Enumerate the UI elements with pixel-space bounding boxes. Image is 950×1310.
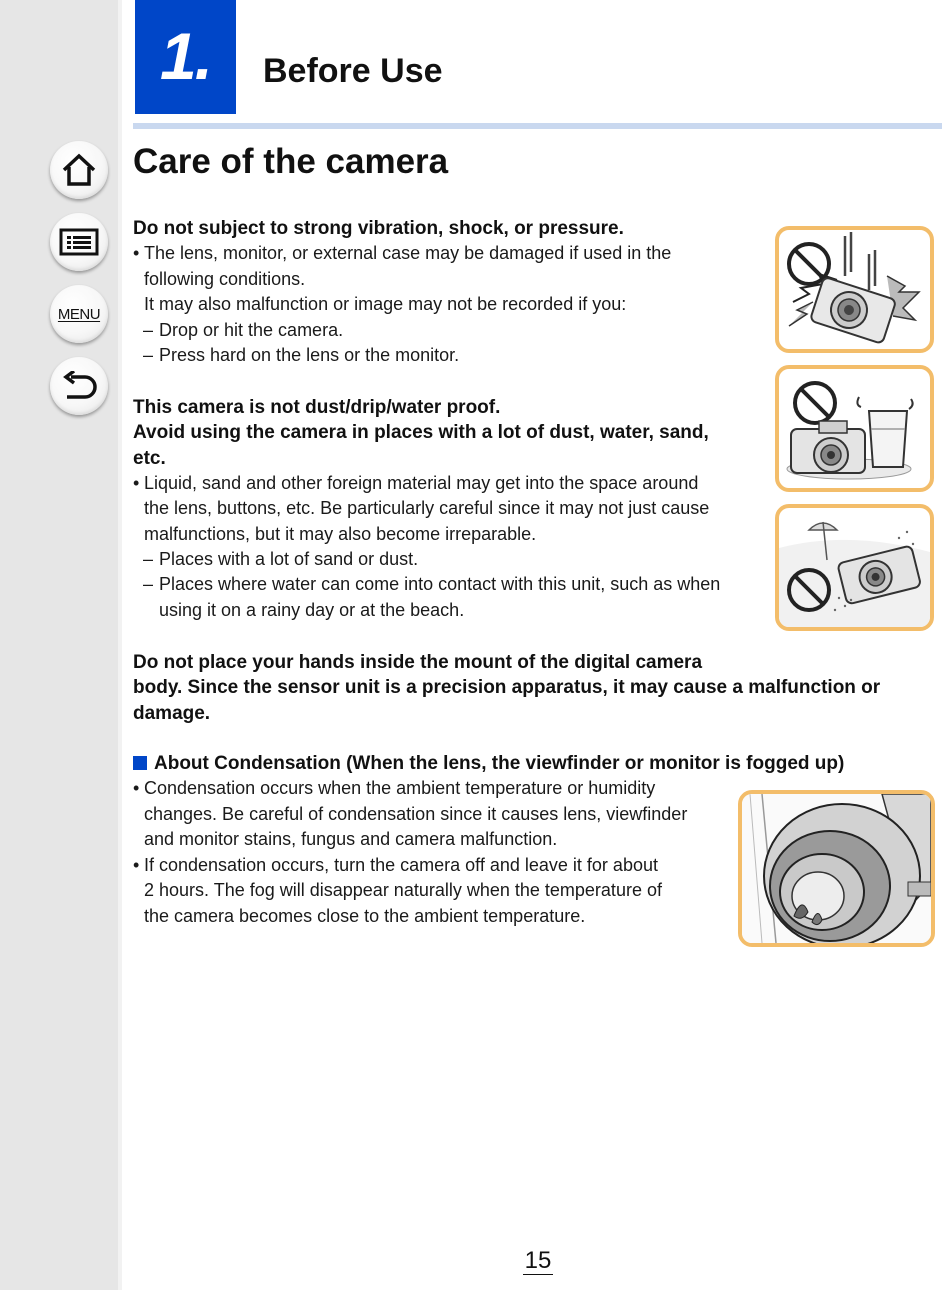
- section4-line: 2 hours. The fog will disappear naturally when the temperature of: [144, 880, 662, 900]
- dash-marker: –: [143, 549, 154, 569]
- chapter-title: Before Use: [263, 52, 443, 90]
- section4-heading-text: About Condensation (When the lens, the viewfinder or monitor is fogged up): [154, 753, 845, 774]
- menu-label: MENU: [57, 305, 101, 323]
- home-icon: [61, 153, 97, 187]
- table-of-contents-icon: [59, 228, 99, 256]
- illustration-water: [775, 365, 934, 492]
- bullet-marker: •: [133, 778, 140, 798]
- chapter-number: 1.: [159, 19, 212, 93]
- bullet-marker: •: [133, 243, 140, 263]
- dash-marker: –: [143, 345, 154, 365]
- section1-line: The lens, monitor, or external case may be damaged if used in the: [144, 243, 672, 263]
- section2-heading: etc.: [133, 448, 166, 469]
- section1-heading: Do not subject to strong vibration, shock, or pressure.: [133, 218, 624, 239]
- section-square-marker: [133, 756, 147, 770]
- sidebar: [0, 0, 118, 1290]
- section2-line: Places where water can come into contact with this unit, such as when: [159, 574, 721, 594]
- bullet-marker: •: [133, 855, 140, 875]
- section4-line: If condensation occurs, turn the camera off and leave it for about: [144, 855, 658, 875]
- section2-line: the lens, buttons, etc. Be particularly careful since it may not just cause: [144, 498, 710, 518]
- chapter-divider: [133, 123, 942, 129]
- sidebar-edge: [118, 0, 122, 1290]
- dash-marker: –: [143, 574, 154, 594]
- toc-button[interactable]: [50, 213, 108, 271]
- section1-line: Press hard on the lens or the monitor.: [159, 345, 460, 365]
- section4-heading: [133, 751, 844, 777]
- section1-line: following conditions.: [144, 269, 306, 289]
- section2-heading: Avoid using the camera in places with a lot of dust, water, sand,: [133, 422, 709, 443]
- back-arrow-icon: [61, 371, 97, 401]
- bullet-marker: •: [133, 473, 140, 493]
- chapter-number-box: [135, 0, 236, 114]
- illustration-shock: [775, 226, 934, 353]
- section4-line: Condensation occurs when the ambient temperature or humidity: [144, 778, 656, 798]
- page-number: 15: [524, 1247, 552, 1274]
- page-number-underline: [523, 1274, 553, 1275]
- section4-line: the camera becomes close to the ambient temperature.: [144, 906, 586, 926]
- section2-line: malfunctions, but it may also become irreparable.: [144, 524, 537, 544]
- back-button[interactable]: [50, 357, 108, 415]
- section2-line: using it on a rainy day or at the beach.: [159, 600, 465, 620]
- section2-line: Liquid, sand and other foreign material may get into the space around: [144, 473, 699, 493]
- section4-line: changes. Be careful of condensation since it causes lens, viewfinder: [144, 804, 688, 824]
- dash-marker: –: [143, 320, 154, 340]
- page-title: Care of the camera: [133, 142, 449, 181]
- section3-heading: body. Since the sensor unit is a precision apparatus, it may cause a malfunction or: [133, 677, 881, 698]
- section4-line: and monitor stains, fungus and camera malfunction.: [144, 829, 558, 849]
- home-button[interactable]: [50, 141, 108, 199]
- section3-heading: damage.: [133, 703, 211, 724]
- illustration-sand: [775, 504, 934, 631]
- section1-line: It may also malfunction or image may not be recorded if you:: [144, 294, 627, 314]
- section1-line: Drop or hit the camera.: [159, 320, 344, 340]
- menu-button[interactable]: [50, 285, 108, 343]
- section3-heading: Do not place your hands inside the mount of the digital camera: [133, 652, 703, 673]
- section2-line: Places with a lot of sand or dust.: [159, 549, 419, 569]
- illustration-condensation: [738, 790, 935, 947]
- section2-heading: This camera is not dust/drip/water proof.: [133, 397, 501, 418]
